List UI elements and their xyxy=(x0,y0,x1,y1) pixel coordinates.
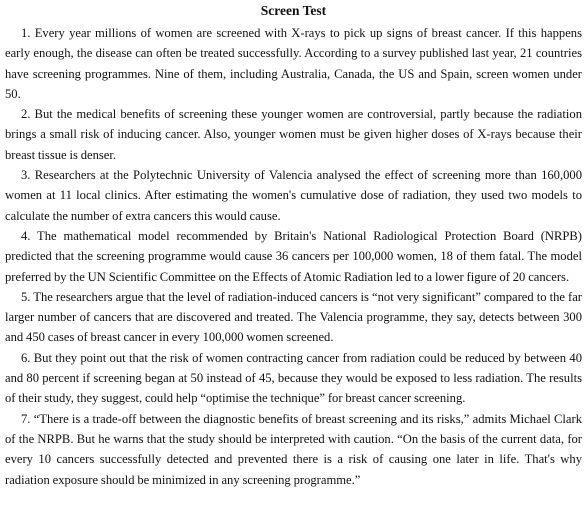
paragraph-1: 1. Every year millions of women are screened with X-rays to pick up signs of breast cancer. If this happens early enough, the disease can often be treated successfully. According to a survey published last year, 21 countries have screening programmes. Nine of them, including Australia, Canada, the US and Spain, screen women under 50. xyxy=(5,26,582,101)
paragraph-4: 4. The mathematical model recommended by Britain's National Radiological Protection Board (NRPB) predicted that the screening programme would cause 36 cancers per 100,000 women, 18 of them fatal. The model preferred by the UN Scientific Committee on the Effects of Atomic Radiation led to a lower figure of 20 cancers. xyxy=(5,228,582,284)
paragraph-3: 3. Researchers at the Polytechnic University of Valencia analysed the effect of screening more than 160,000 women at 11 local clinics. After estimating the women's cumulative dose of radiation, they used two models to calculate the number of extra cancers this would cause. xyxy=(5,168,582,223)
paragraph-2: 2. But the medical benefits of screening these younger women are controversial, partly because the radiation brings a small risk of inducing cancer. Also, younger women must be given higher doses of X-rays because their breast tissue is denser. xyxy=(5,107,582,162)
paragraph-5: 5. The researchers argue that the level of radiation-induced cancers is “not very significant” compared to the far larger number of cancers that are discovered and treated. The Valencia programme, they say, detects between 300 and 450 cases of breast cancer in every 100,000 women screened. xyxy=(5,289,582,345)
paragraph-6: 6. But they point out that the risk of women contracting cancer from radiation could be reduced by between 40 and 80 percent if screening began at 50 instead of 45, because they would be exposed to less radiation. The results of their study, they suggest, could help “optimise the technique” for breast cancer screening. xyxy=(5,350,582,406)
document-title: Screen Test xyxy=(260,3,327,18)
paragraph-7: 7. “There is a trade-off between the diagnostic benefits of breast screening and its risks,” admits Michael Clark of the NRPB. But he warns that the study should be interpreted with caution. “On the basis of the current data, for every 10 cancers successfully detected and prevented there is a risk of causing one later in life. That's why radiation exposure should be minimized in any screening programme.” xyxy=(5,411,582,487)
